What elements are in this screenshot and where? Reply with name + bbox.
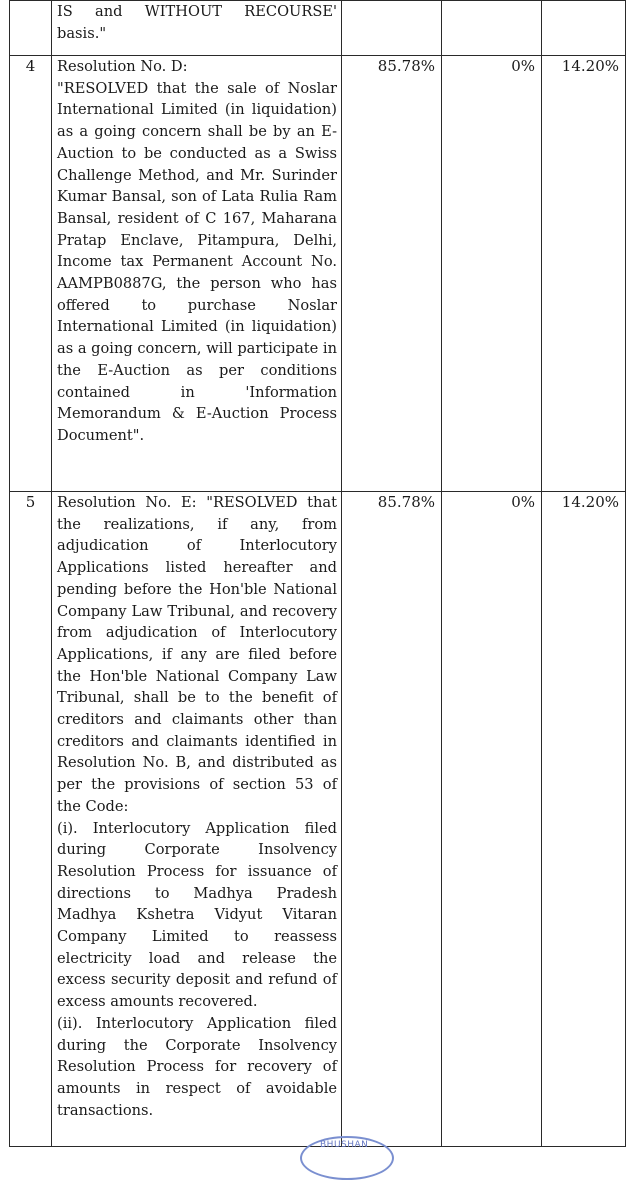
table-row bbox=[10, 492, 626, 1147]
resolution-paragraph: (i). Interlocutory Application filed during Corporate Insolvency Resolution Process for issuance of directions to Madhya Pradesh Madhya Kshetra Vidyut Vitaran Company Limited to reassess electricity load and release the excess security deposit and refund of excess amounts recovered. bbox=[57, 819, 337, 1011]
resolution-paragraph: Resolution No. D: bbox=[57, 58, 188, 75]
resolution-paragraph: Resolution No. E: "RESOLVED that the realizations, if any, from adjudication of Interlocutory Applications listed hereafter and pending before the Hon'ble National Company Law Tribunal, and recovery from adjudication of Interlocutory Applications, if any are filed before the Hon'ble National Company Law Tribunal, shall be to the benefit of creditors and claimants other than creditors and claimants identified in Resolution No. B, and distributed as per the provisions of section 53 of the Code: bbox=[57, 494, 337, 815]
serial-number bbox=[10, 1, 52, 56]
percent-against bbox=[442, 1, 542, 56]
stamp-text: BHUSHAN bbox=[320, 1140, 369, 1150]
percent-for: 85.78% bbox=[342, 56, 442, 492]
resolution-text bbox=[52, 492, 342, 1147]
serial-number: 5 bbox=[10, 492, 52, 1147]
table-row bbox=[10, 1, 626, 56]
resolution-text bbox=[52, 1, 342, 56]
seal-stamp bbox=[300, 1136, 394, 1180]
resolution-paragraph: IS and WITHOUT RECOURSE' basis." bbox=[57, 3, 337, 42]
resolution-paragraph: "RESOLVED that the sale of Noslar International Limited (in liquidation) as a going concern shall be by an E-Auction to be conducted as a Swiss Challenge Method, and Mr. Surinder Kumar Bansal, son of Lata Rulia Ram Bansal, resident of C 167, Maharana Pratap Enclave, Pitampura, Delhi, Income tax Permanent Account No. AAMPB0887G, the person who has offered to purchase Noslar International Limited (in liquidation) as a going concern, will participate in the E-Auction as per conditions contained in 'Information Memorandum & E-Auction Process Document". bbox=[57, 79, 337, 444]
percent-against: 0% bbox=[442, 56, 542, 492]
resolution-paragraph: (ii). Interlocutory Application filed during the Corporate Insolvency Resolution Process for recovery of amounts in respect of avoidable transactions. bbox=[57, 1014, 337, 1119]
percent-abstain: 14.20% bbox=[542, 492, 626, 1147]
resolution-text bbox=[52, 56, 342, 492]
serial-number: 4 bbox=[10, 56, 52, 492]
percent-abstain bbox=[542, 1, 626, 56]
percent-against: 0% bbox=[442, 492, 542, 1147]
table-row bbox=[10, 56, 626, 492]
percent-for bbox=[342, 1, 442, 56]
percent-for: 85.78% bbox=[342, 492, 442, 1147]
percent-abstain: 14.20% bbox=[542, 56, 626, 492]
resolution-voting-table bbox=[9, 0, 626, 1147]
